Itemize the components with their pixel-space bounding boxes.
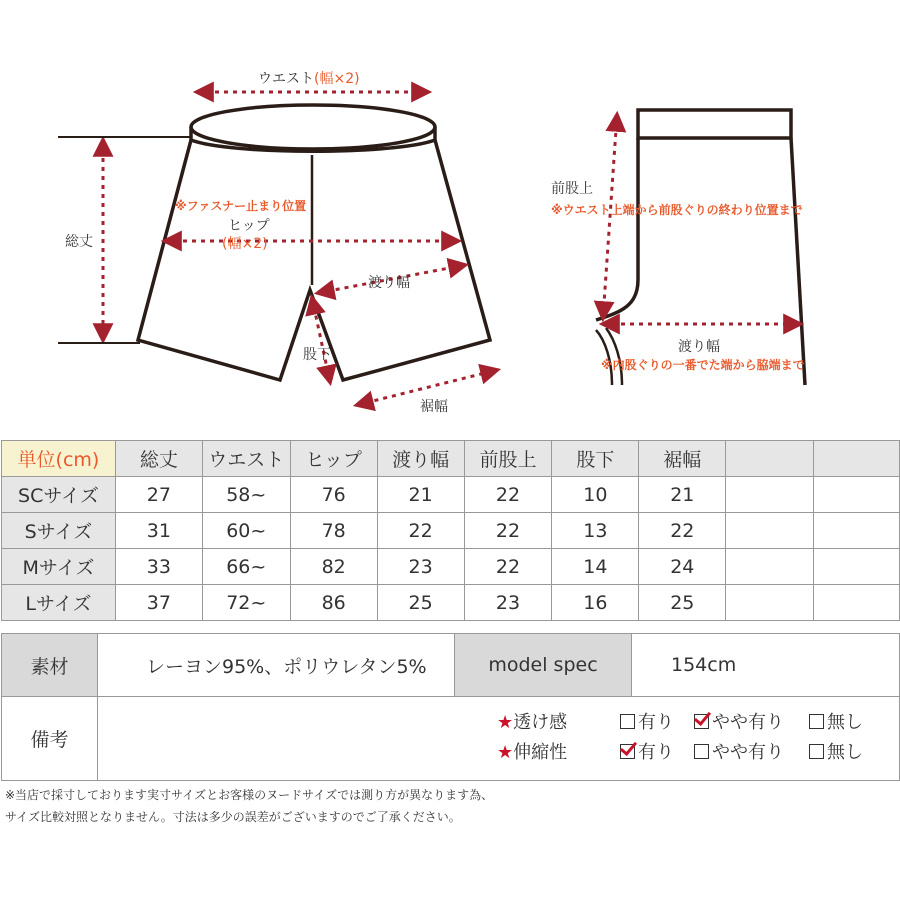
checked-checkbox-icon[interactable] — [620, 744, 635, 759]
inseam-label: 股下 — [303, 347, 331, 363]
property-name: 伸縮性 — [513, 742, 568, 763]
star-icon: ★ — [497, 712, 514, 733]
size-table-header-row — [2, 441, 900, 477]
table-cell — [726, 513, 814, 549]
option-sheer-none[interactable]: 無し — [809, 708, 863, 734]
option-sheer-yes[interactable]: 有り — [620, 708, 674, 734]
option-stretch-yes[interactable]: 有り — [620, 738, 674, 764]
hip-label: ヒップ — [228, 218, 270, 234]
column-header: 総丈 — [115, 441, 202, 477]
hip-note: (幅×2) — [222, 236, 268, 252]
thigh-label: 渡り幅 — [368, 275, 410, 291]
hem-label: 裾幅 — [420, 399, 448, 415]
spec-table — [0, 633, 900, 781]
length-label: 総丈 — [65, 234, 93, 250]
table-cell: 22 — [464, 477, 552, 513]
waist-label: ウエスト(幅×2) — [258, 71, 360, 87]
rise-note: ※ウエスト上端から前股ぐりの終わり位置まで — [551, 203, 803, 217]
table-cell — [726, 549, 814, 585]
table-cell: 76 — [290, 477, 377, 513]
checked-checkbox-icon[interactable] — [694, 714, 709, 729]
table-cell — [814, 585, 900, 621]
table-cell: 24 — [639, 549, 726, 585]
fastener-note: ※ファスナー止まり位置 — [175, 199, 307, 213]
table-cell: 27 — [115, 477, 202, 513]
remarks-label: 備考 — [1, 696, 98, 781]
table-cell: 22 — [464, 549, 552, 585]
column-header: 渡り幅 — [377, 441, 464, 477]
table-row — [2, 585, 900, 621]
option-stretch-slight[interactable]: やや有り — [694, 738, 784, 764]
size-name: Mサイズ — [2, 549, 116, 585]
footer-note-2: サイズ比較対照となりません。寸法は多少の誤差がございますのでご了承ください。 — [5, 810, 461, 824]
table-cell: 60~ — [202, 513, 290, 549]
table-cell: 16 — [552, 585, 639, 621]
table-cell: 23 — [377, 549, 464, 585]
table-cell: 37 — [115, 585, 202, 621]
column-header: ヒップ — [290, 441, 377, 477]
size-name: Sサイズ — [2, 513, 116, 549]
model-spec-label: model spec — [454, 633, 632, 697]
checkbox-icon[interactable] — [620, 714, 635, 729]
table-cell: 14 — [552, 549, 639, 585]
unit-label: 単位(cm) — [2, 441, 116, 477]
size-table — [1, 440, 900, 621]
table-cell: 21 — [639, 477, 726, 513]
table-cell: 10 — [552, 477, 639, 513]
column-header — [814, 441, 900, 477]
table-cell: 13 — [552, 513, 639, 549]
rise-label: 前股上 — [551, 181, 593, 197]
option-stretch-none[interactable]: 無し — [809, 738, 863, 764]
option-sheer-slight[interactable]: やや有り — [694, 708, 784, 734]
property-row-stretch — [497, 738, 863, 764]
material-label: 素材 — [1, 633, 98, 697]
table-cell: 33 — [115, 549, 202, 585]
table-cell: 86 — [290, 585, 377, 621]
column-header: 股下 — [552, 441, 639, 477]
table-cell — [814, 549, 900, 585]
checkbox-icon[interactable] — [694, 744, 709, 759]
table-cell: 58~ — [202, 477, 290, 513]
table-cell: 31 — [115, 513, 202, 549]
table-cell: 72~ — [202, 585, 290, 621]
table-cell: 78 — [290, 513, 377, 549]
size-name: SCサイズ — [2, 477, 116, 513]
table-cell: 25 — [377, 585, 464, 621]
table-cell: 23 — [464, 585, 552, 621]
material-value: レーヨン95%、ポリウレタン5% — [97, 633, 455, 697]
column-header: 裾幅 — [639, 441, 726, 477]
table-cell: 25 — [639, 585, 726, 621]
table-cell: 82 — [290, 549, 377, 585]
table-row — [2, 513, 900, 549]
table-cell — [726, 585, 814, 621]
side-thigh-label: 渡り幅 — [678, 339, 720, 355]
checkbox-icon[interactable] — [809, 714, 824, 729]
size-name: Lサイズ — [2, 585, 116, 621]
measurement-diagram — [0, 0, 900, 420]
table-row — [2, 549, 900, 585]
property-name: 透け感 — [513, 712, 568, 733]
table-cell: 22 — [639, 513, 726, 549]
property-row-sheer — [497, 708, 863, 734]
model-spec-value: 154cm — [631, 633, 900, 697]
side-thigh-note: ※内股ぐりの一番でた端から脇端まで — [601, 358, 805, 372]
table-cell: 21 — [377, 477, 464, 513]
checkbox-icon[interactable] — [809, 744, 824, 759]
table-cell — [814, 477, 900, 513]
footer-note-1: ※当店で採寸しております実寸サイズとお客様のヌードサイズでは測り方が異なります為、 — [5, 788, 494, 802]
table-cell — [726, 477, 814, 513]
table-cell — [814, 513, 900, 549]
table-cell: 22 — [464, 513, 552, 549]
table-cell: 66~ — [202, 549, 290, 585]
table-cell: 22 — [377, 513, 464, 549]
column-header — [726, 441, 814, 477]
column-header: ウエスト — [202, 441, 290, 477]
table-row — [2, 477, 900, 513]
star-icon: ★ — [497, 742, 514, 763]
column-header: 前股上 — [464, 441, 552, 477]
